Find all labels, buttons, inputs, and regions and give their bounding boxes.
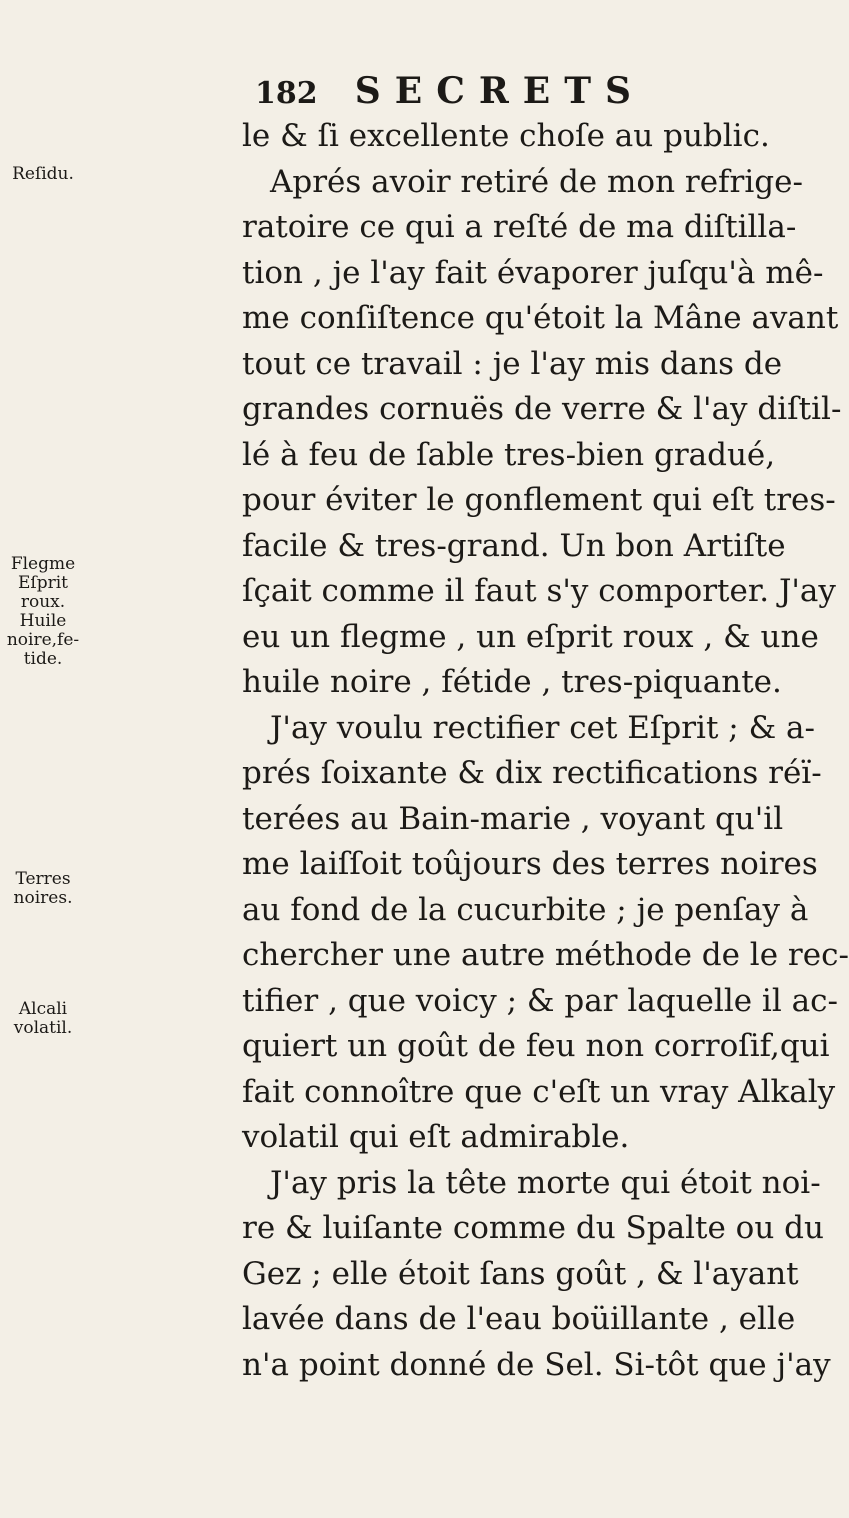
text-line: eu un flegme , un eſprit roux , & une [242, 618, 819, 655]
margin-note-line: roux. [20, 592, 66, 612]
text-line: me laiſſoit toûjours des terres noires [242, 846, 818, 882]
text-line: n'a point donné de Sel. Si-tôt que j'ay [242, 1346, 831, 1383]
page-number: 182 [255, 76, 318, 111]
margin-note-line: volatil. [13, 1018, 73, 1038]
text-line: huile noire , fétide , tres-piquante. [242, 664, 782, 700]
text-line: tifier , que voicy ; & par laquelle il ac- [242, 982, 838, 1019]
text-line: terées au Bain-marie , voyant qu'il [242, 800, 784, 837]
text-line: re & luiſante comme du Spalte ou du [242, 1210, 824, 1246]
margin-note-line: Eſprit [18, 573, 68, 593]
margin-note-alcali [6, 1000, 80, 1038]
text-line: lé à feu de ſable tres-bien gradué, [242, 436, 776, 473]
text-line: chercher une autre méthode de le rec- [242, 937, 849, 973]
text-line: tion , je l'ay fait évaporer juſqu'à mê- [242, 254, 824, 291]
text-line: ſçait comme il faut s'y comporter. J'ay [242, 573, 836, 609]
text-line: J'ay pris la tête morte qui étoit noi- [270, 1164, 821, 1201]
text-line: lavée dans de l'eau boüillante , elle [242, 1301, 796, 1337]
margin-note-terres [6, 870, 80, 908]
margin-note-flegme [6, 555, 80, 669]
margin-note-line: Reſidu. [12, 164, 74, 184]
text-line: volatil qui eſt admirable. [242, 1119, 630, 1155]
running-head: SECRETS [354, 70, 645, 112]
margin-note-line: tide. [23, 649, 63, 669]
text-line: Gez ; elle étoit ſans goût , & l'ayant [242, 1255, 799, 1292]
margin-note-line: Flegme [10, 554, 76, 574]
text-line: facile & tres-grand. Un bon Artiſte [242, 527, 786, 564]
margin-note-line: noire,fe- [6, 630, 80, 650]
text-line: me conſiſtence qu'étoit la Mâne avant [242, 300, 839, 336]
text-line: quiert un goût de feu non corroſif,qui [242, 1028, 830, 1064]
text-line: le & ſi excellente choſe au public. [242, 118, 770, 154]
margin-note-line: Alcali [18, 999, 68, 1019]
text-line: pour éviter le gonflement qui eſt tres- [242, 482, 836, 518]
text-line: tout ce travail : je l'ay mis dans de [242, 345, 783, 382]
text-line: prés ſoixante & dix rectifications réï- [242, 755, 822, 791]
text-line: J'ay voulu rectifier cet Eſprit ; & a- [270, 709, 815, 746]
text-line: grandes cornuës de verre & l'ay diſtil- [242, 391, 842, 427]
margin-note-line: Terres [15, 869, 71, 889]
text-line: au fond de la cucurbite ; je penſay à [242, 891, 809, 928]
text-line: ratoire ce qui a reſté de ma diſtilla- [242, 209, 797, 245]
margin-note-line: Huile [19, 611, 67, 631]
text-line: fait connoître que c'eſt un vray Alkaly [242, 1073, 836, 1110]
margin-note-line: noires. [13, 888, 73, 908]
text-line: Aprés avoir retiré de mon refrige- [270, 163, 803, 200]
running-header [255, 70, 645, 118]
body-text [242, 114, 849, 1388]
margin-note-residu [6, 165, 80, 184]
